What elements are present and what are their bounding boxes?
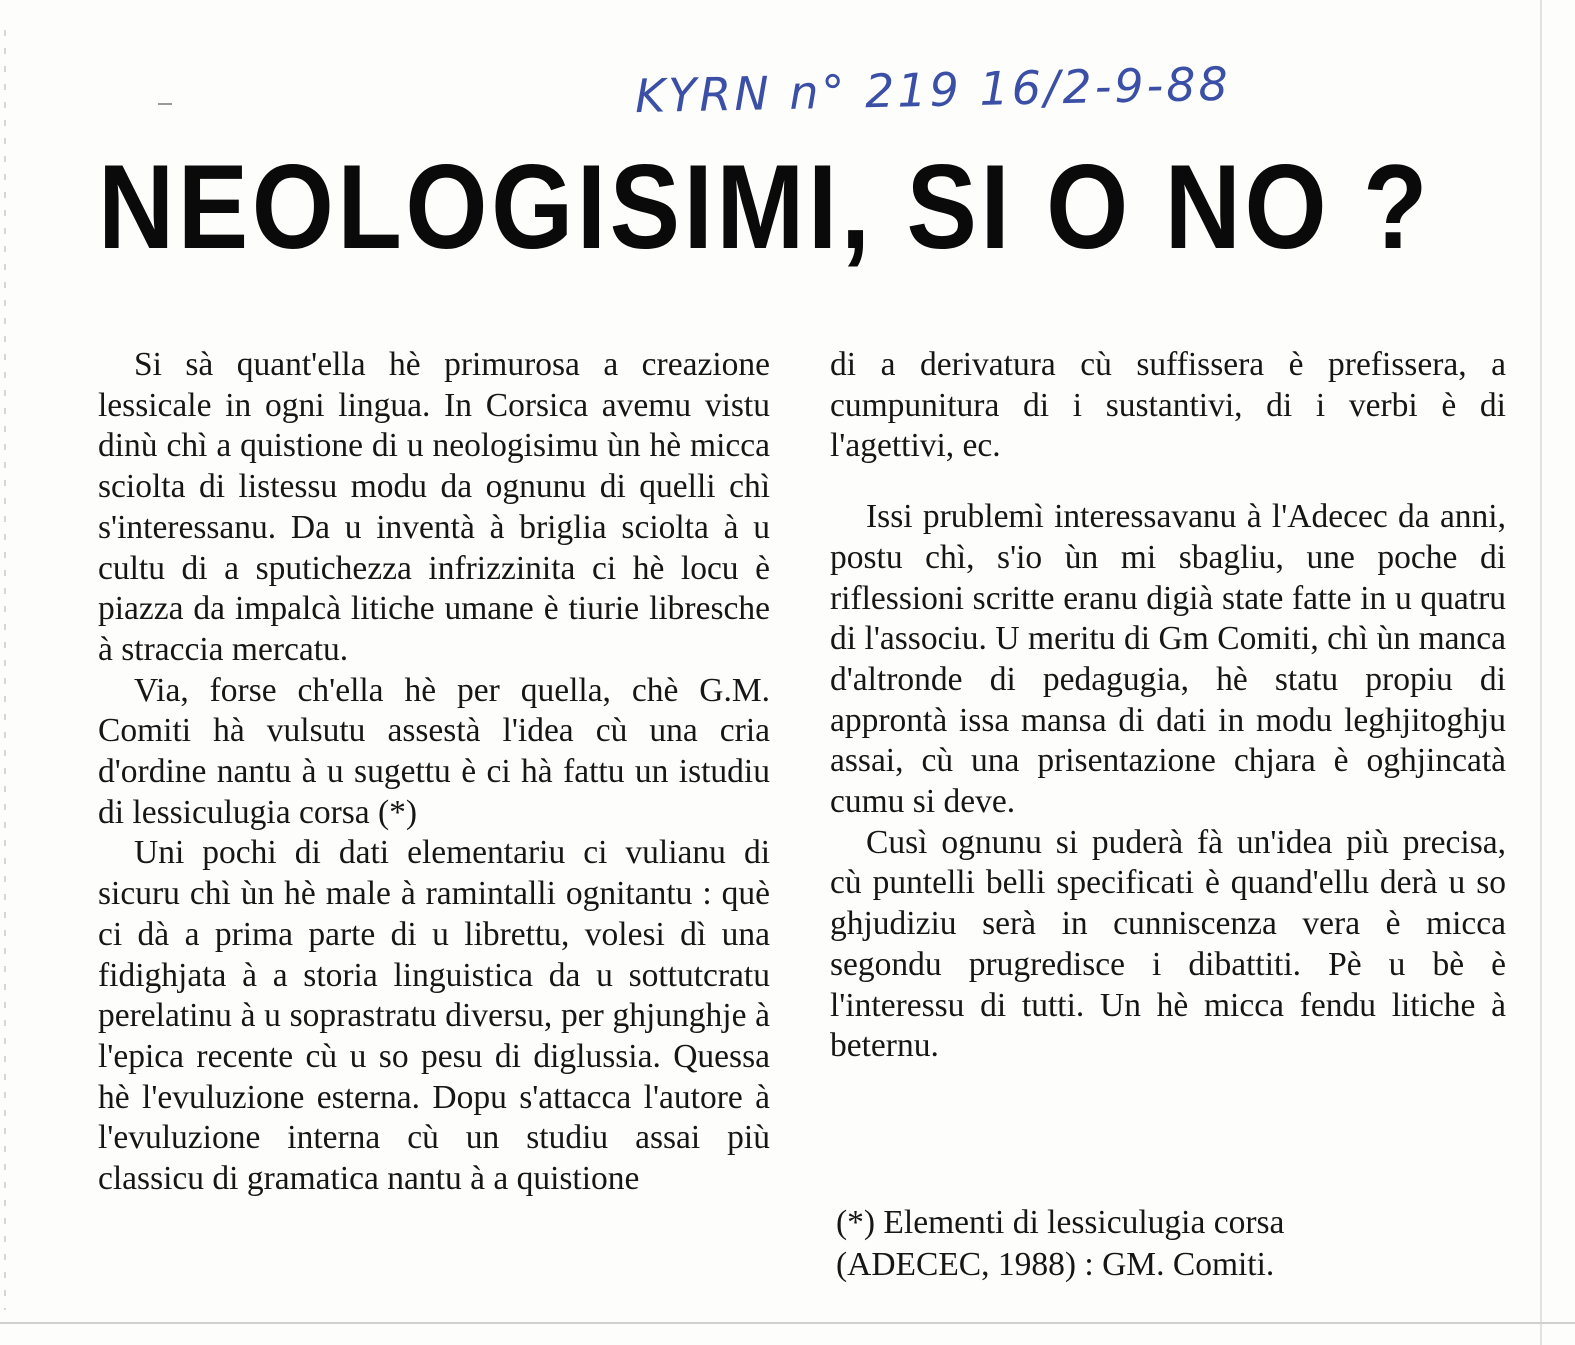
handwritten-annotation: KYRN n° 219 16/2-9-88 [634, 56, 1232, 124]
stray-mark [158, 103, 172, 105]
footnote-line: (*) Elementi di lessiculugia corsa [836, 1204, 1285, 1241]
paragraph: Issi prublemì interessavanu à l'Adecec da anni, postu chì, s'io ùn mi sbagliu, une poche di riflessioni scritte eranu digià state fatte in u quatru di l'associu. U meritu di Gm Comiti, chì ùn manca d'altronde di pedagugia, hè statu propiu di approntà issa mansa di dati in modu leghjitoghju assai, cù una prisentazione chjara è oghjincatà cumu si deve. [830, 498, 1506, 821]
footnote-line: (ADECEC, 1988) : GM. Comiti. [836, 1246, 1275, 1283]
paragraph: Uni pochi di dati elementariu ci vulianu di sicuru chì ùn hè male à ramintalli ognitantu : què ci dà a prima parte di u librettu, volesi dì una fidighjata à a storia linguistica da u sottutcratu perelatinu à u soprastratu diversu, per ghjunghje à l'epica recente cù u so pesu di diglussia. Quessa hè l'evuluzione esterna. Dopu s'attacca l'autore à l'evuluzione interna cù un studiu assai più classicu di gramatica nantu à a quistione [98, 834, 770, 1198]
article-headline: NEOLOGISIMI, SI O NO ? [98, 140, 1431, 274]
paragraph: Via, forse ch'ella hè per quella, chè G.M. Comiti hà vulsutu assestà l'idea cù una cria d'ordine nantu à u sugettu è ci hà fattu un istudiu di lessiculugia corsa (*) [98, 671, 770, 831]
article-column-right [830, 345, 1506, 1067]
footnote [836, 1202, 1476, 1286]
article-column-left [98, 345, 770, 1200]
paragraph: di a derivatura cù suffissera è prefissera, a cumpunitura di i sustantivi, di i verbi è di l'agettivi, ec. [830, 346, 1506, 465]
scan-edge-bottom [0, 1322, 1575, 1324]
scan-edge-left [4, 30, 6, 1310]
paragraph: Cusì ognunu si puderà fà un'idea più precisa, cù puntelli belli specificati è quand'ellu derà u so ghjudiziu serà in cunniscenza vera è micca segondu prugredisce i dibattiti. Pè u bè è l'interessu di tutti. Un hè micca fendu litiche à beternu. [830, 823, 1506, 1065]
paragraph: Si sà quant'ella hè primurosa a creazione lessicale in ogni lingua. In Corsica avemu vistu dinù chì a quistione di u neologisimu ùn hè micca sciolta di listessu modu da ognunu di quelli chì s'interessanu. Da u inventà à briglia sciolta à u cultu di a sputichezza infrizzinita ci hè locu è piazza da impalcà litiche umane è tiurie libresche à straccia mercatu. [98, 346, 770, 668]
scan-edge-right [1540, 0, 1542, 1345]
